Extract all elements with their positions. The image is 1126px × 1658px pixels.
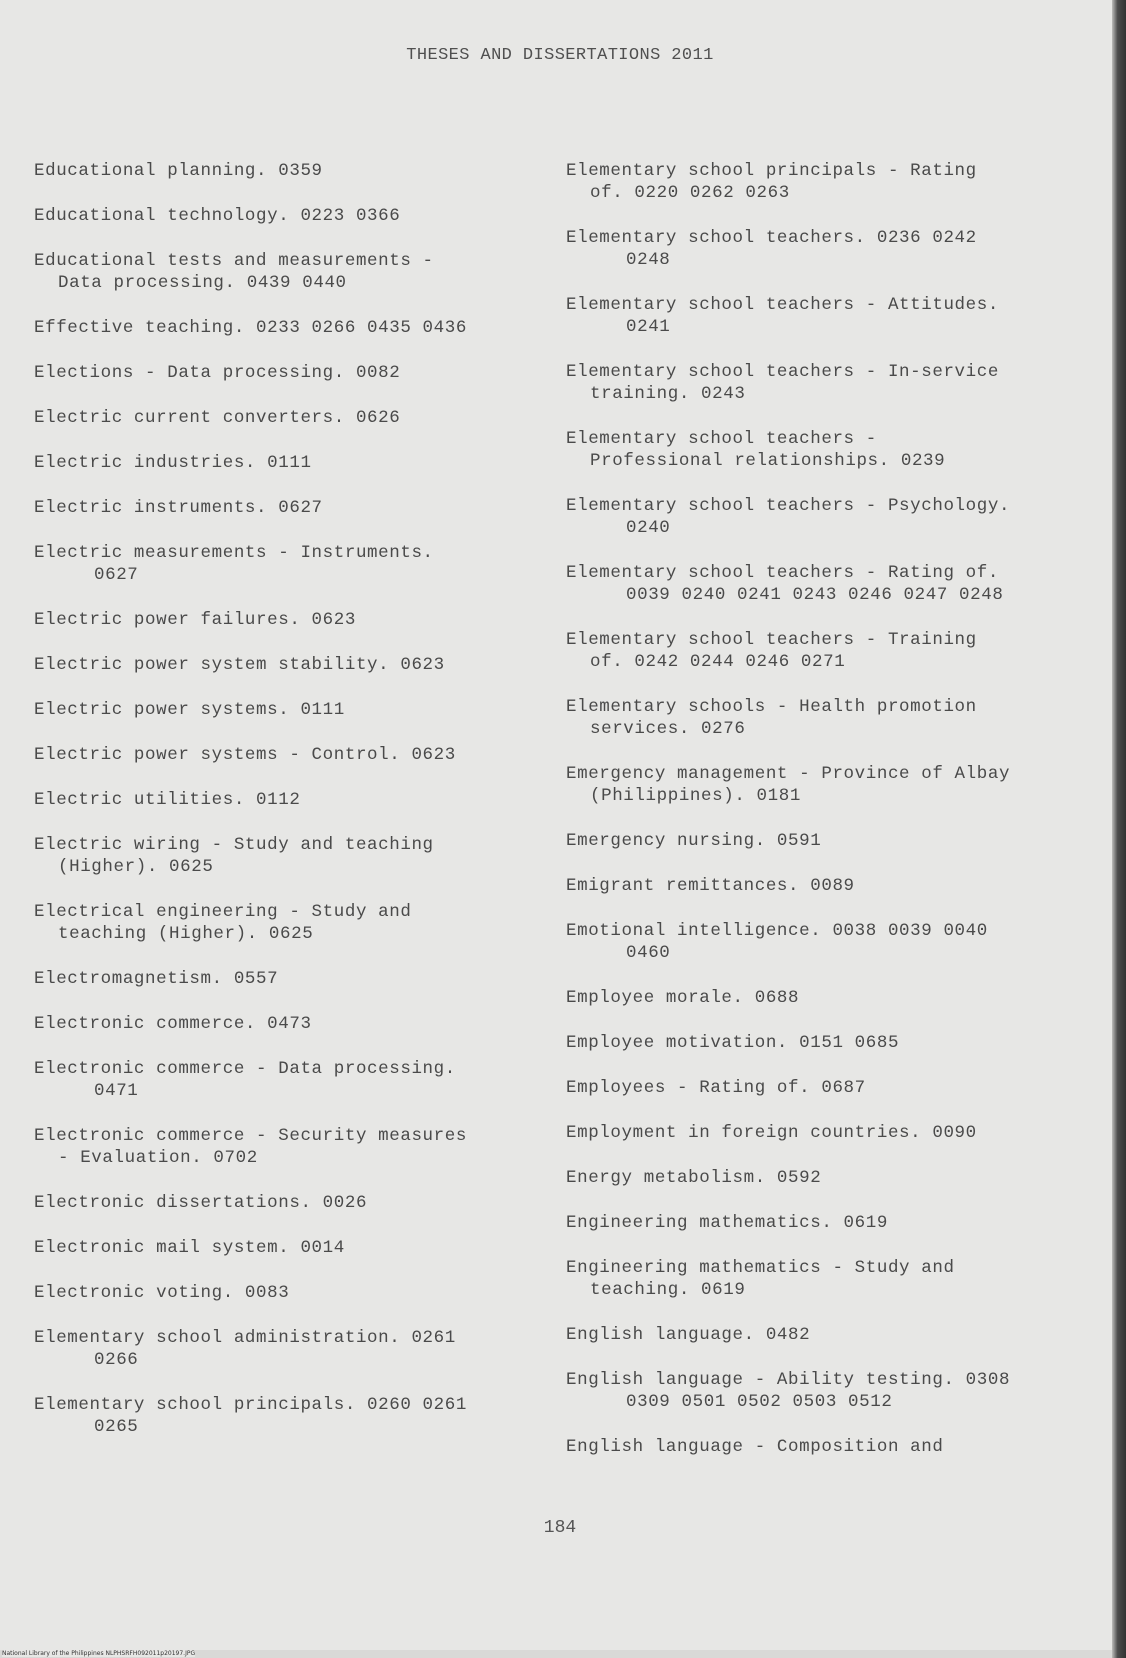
index-entry-continuation: - Evaluation. 0702 bbox=[58, 1148, 258, 1168]
index-entry bbox=[34, 1013, 534, 1035]
index-entry-line: Electronic commerce - Security measures bbox=[34, 1126, 467, 1146]
index-entry-continuation: of. 0220 0262 0263 bbox=[590, 183, 790, 203]
index-entry bbox=[34, 497, 534, 519]
index-entry bbox=[34, 1237, 534, 1259]
index-entry-continuation: (Higher). 0625 bbox=[58, 857, 214, 877]
index-entry-line: Electric power systems. 0111 bbox=[34, 700, 345, 720]
index-entry bbox=[566, 361, 1086, 405]
index-entry-line: Elementary school teachers - bbox=[566, 429, 877, 449]
index-entry-line: Electromagnetism. 0557 bbox=[34, 969, 279, 989]
index-entry-continuation: 0265 bbox=[94, 1417, 139, 1437]
index-entry-continuation: 0039 0240 0241 0243 0246 0247 0248 bbox=[626, 585, 1004, 605]
index-entry-line: Electric utilities. 0112 bbox=[34, 790, 301, 810]
index-entry bbox=[34, 654, 534, 676]
index-entry bbox=[566, 1212, 1086, 1234]
index-entry-line: Educational planning. 0359 bbox=[34, 161, 323, 181]
index-entry-line: Elementary school administration. 0261 bbox=[34, 1328, 456, 1348]
index-entry bbox=[34, 789, 534, 811]
left-column bbox=[34, 160, 534, 1461]
index-entry-continuation: Data processing. 0439 0440 bbox=[58, 273, 347, 293]
index-entry-line: Employment in foreign countries. 0090 bbox=[566, 1123, 977, 1143]
index-entry bbox=[566, 763, 1086, 807]
index-entry-continuation: teaching. 0619 bbox=[590, 1280, 746, 1300]
index-entry bbox=[566, 1167, 1086, 1189]
index-entry bbox=[34, 250, 534, 294]
index-entry-continuation: 0627 bbox=[94, 565, 139, 585]
index-entry-line: Electric measurements - Instruments. bbox=[34, 543, 434, 563]
index-entry bbox=[566, 629, 1086, 673]
index-entry-line: Elementary school teachers. 0236 0242 bbox=[566, 228, 977, 248]
index-entry bbox=[566, 875, 1086, 897]
index-entry bbox=[34, 1125, 534, 1169]
index-entry-line: English language - Ability testing. 0308 bbox=[566, 1370, 1011, 1390]
index-entry-line: Elementary school teachers - In-service bbox=[566, 362, 999, 382]
index-entry-continuation: teaching (Higher). 0625 bbox=[58, 924, 314, 944]
index-entry bbox=[34, 160, 534, 182]
index-entry-line: English language. 0482 bbox=[566, 1325, 811, 1345]
index-entry-line: Electrical engineering - Study and bbox=[34, 902, 412, 922]
index-entry bbox=[566, 1436, 1086, 1458]
index-entry bbox=[34, 699, 534, 721]
index-entry-continuation: 0248 bbox=[626, 250, 671, 270]
index-entry bbox=[34, 1192, 534, 1214]
index-entry bbox=[566, 1324, 1086, 1346]
index-entry bbox=[34, 744, 534, 766]
index-entry-line: Employees - Rating of. 0687 bbox=[566, 1078, 866, 1098]
index-entry-continuation: Professional relationships. 0239 bbox=[590, 451, 946, 471]
index-entry-line: Electronic voting. 0083 bbox=[34, 1283, 290, 1303]
index-entry-continuation: 0460 bbox=[626, 943, 671, 963]
index-entry bbox=[34, 968, 534, 990]
index-entry-line: Effective teaching. 0233 0266 0435 0436 bbox=[34, 318, 467, 338]
index-entry bbox=[34, 542, 534, 586]
index-entry bbox=[34, 407, 534, 429]
index-entry-line: Engineering mathematics. 0619 bbox=[566, 1213, 888, 1233]
index-entry bbox=[34, 1327, 534, 1371]
index-entry bbox=[566, 227, 1086, 271]
page-header: THESES AND DISSERTATIONS 2011 bbox=[406, 46, 714, 65]
index-entry-continuation: training. 0243 bbox=[590, 384, 746, 404]
index-entry-continuation: of. 0242 0244 0246 0271 bbox=[590, 652, 846, 672]
index-entry-line: Electronic commerce - Data processing. bbox=[34, 1059, 456, 1079]
page-edge-shadow bbox=[1112, 0, 1126, 1658]
index-entry bbox=[566, 160, 1086, 204]
index-entry-line: Electronic dissertations. 0026 bbox=[34, 1193, 368, 1213]
index-entry-line: Elementary school teachers - Training bbox=[566, 630, 977, 650]
index-entry-line: Elementary school teachers - Rating of. bbox=[566, 563, 999, 583]
index-entry bbox=[566, 696, 1086, 740]
index-entry-line: Electric power systems - Control. 0623 bbox=[34, 745, 456, 765]
index-entry-line: Electric power system stability. 0623 bbox=[34, 655, 445, 675]
index-entry-continuation: (Philippines). 0181 bbox=[590, 786, 801, 806]
index-entry bbox=[34, 901, 534, 945]
index-entry-continuation: 0241 bbox=[626, 317, 671, 337]
index-entry-line: Electronic mail system. 0014 bbox=[34, 1238, 345, 1258]
index-entry-line: Electronic commerce. 0473 bbox=[34, 1014, 312, 1034]
index-entry-line: Emergency management - Province of Albay bbox=[566, 764, 1011, 784]
index-entry bbox=[566, 830, 1086, 852]
index-entry-line: Elections - Data processing. 0082 bbox=[34, 363, 401, 383]
index-entry-line: Electric current converters. 0626 bbox=[34, 408, 401, 428]
index-entry-line: Electric instruments. 0627 bbox=[34, 498, 323, 518]
index-entry-line: Elementary school principals. 0260 0261 bbox=[34, 1395, 467, 1415]
index-entry bbox=[566, 987, 1086, 1009]
index-entry bbox=[566, 1077, 1086, 1099]
index-entry-line: Elementary schools - Health promotion bbox=[566, 697, 977, 717]
right-column bbox=[566, 160, 1086, 1481]
index-entry-line: Employee motivation. 0151 0685 bbox=[566, 1033, 900, 1053]
index-entry-line: Educational technology. 0223 0366 bbox=[34, 206, 401, 226]
index-entry-line: Electric power failures. 0623 bbox=[34, 610, 356, 630]
index-entry bbox=[34, 452, 534, 474]
index-entry-line: Elementary school principals - Rating bbox=[566, 161, 977, 181]
index-entry-line: Emotional intelligence. 0038 0039 0040 bbox=[566, 921, 988, 941]
index-entry bbox=[34, 205, 534, 227]
index-entry-line: Elementary school teachers - Psychology. bbox=[566, 496, 1011, 516]
index-entry-line: Emergency nursing. 0591 bbox=[566, 831, 822, 851]
index-entry bbox=[34, 609, 534, 631]
index-entry bbox=[566, 294, 1086, 338]
index-entry-line: Electric industries. 0111 bbox=[34, 453, 312, 473]
index-entry-line: English language - Composition and bbox=[566, 1437, 944, 1457]
index-entry bbox=[566, 562, 1086, 606]
index-entry-line: Educational tests and measurements - bbox=[34, 251, 434, 271]
page-number: 184 bbox=[543, 1518, 577, 1538]
scan-footer: National Library of the Philippines NLPHSRFH092011p20197.JPG bbox=[2, 1650, 196, 1657]
index-entry bbox=[566, 1122, 1086, 1144]
index-entry-continuation: 0266 bbox=[94, 1350, 139, 1370]
index-entry-continuation: 0240 bbox=[626, 518, 671, 538]
index-entry bbox=[566, 428, 1086, 472]
index-entry bbox=[566, 1032, 1086, 1054]
index-entry-line: Elementary school teachers - Attitudes. bbox=[566, 295, 999, 315]
index-entry bbox=[34, 317, 534, 339]
index-entry-line: Energy metabolism. 0592 bbox=[566, 1168, 822, 1188]
index-entry-line: Engineering mathematics - Study and bbox=[566, 1258, 955, 1278]
index-entry-continuation: 0471 bbox=[94, 1081, 139, 1101]
index-entry bbox=[34, 362, 534, 384]
index-entry bbox=[34, 1394, 534, 1438]
index-entry-continuation: 0309 0501 0502 0503 0512 bbox=[626, 1392, 893, 1412]
index-entry bbox=[34, 1282, 534, 1304]
index-entry-line: Electric wiring - Study and teaching bbox=[34, 835, 434, 855]
index-entry bbox=[566, 495, 1086, 539]
index-entry bbox=[566, 1257, 1086, 1301]
index-entry bbox=[566, 1369, 1086, 1413]
index-entry-line: Employee morale. 0688 bbox=[566, 988, 800, 1008]
index-entry bbox=[34, 834, 534, 878]
index-entry-continuation: services. 0276 bbox=[590, 719, 746, 739]
index-entry bbox=[566, 920, 1086, 964]
index-entry bbox=[34, 1058, 534, 1102]
index-entry-line: Emigrant remittances. 0089 bbox=[566, 876, 855, 896]
